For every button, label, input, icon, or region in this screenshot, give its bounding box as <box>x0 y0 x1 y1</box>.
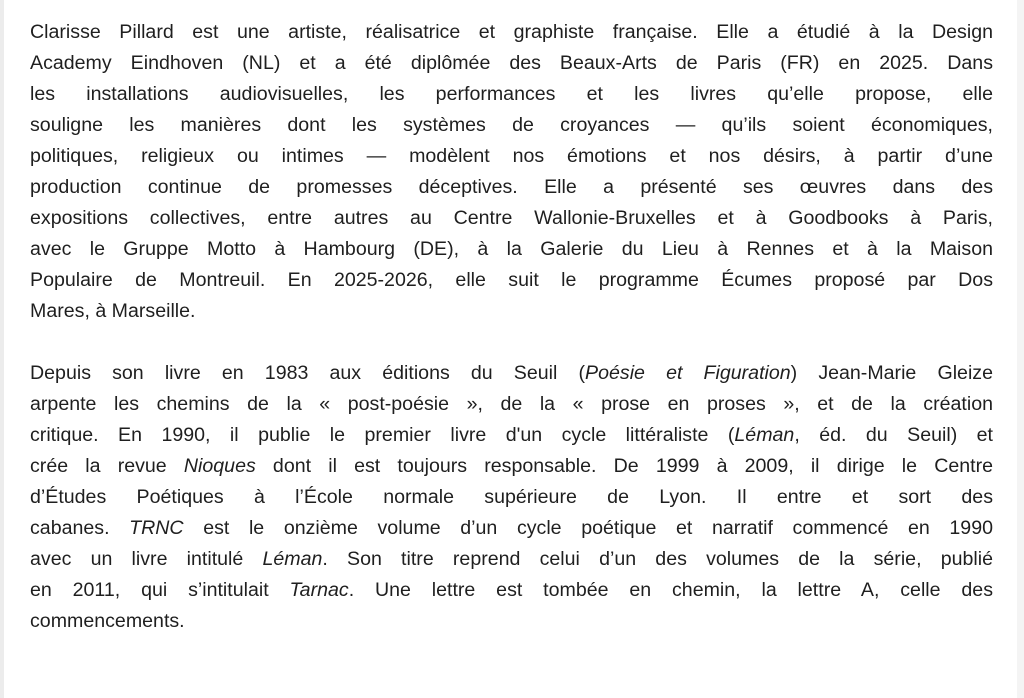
text-segment: cabanes. <box>30 517 130 539</box>
text-segment: d’Études Poétiques à l’École normale supérieure de Lyon. Il entre et sort des <box>30 486 993 508</box>
text-line <box>30 110 993 141</box>
text-line <box>30 265 993 296</box>
text-body <box>30 17 993 668</box>
italic-title: Tarnac <box>289 579 349 601</box>
text-line <box>30 203 993 234</box>
text-line <box>30 296 993 327</box>
text-segment: critique. En 1990, il publie le premier livre d'un cycle littéraliste ( <box>30 424 735 446</box>
text-segment: Academy Eindhoven (NL) et a été diplômée des Beaux-Arts de Paris (FR) en 2025. Dans <box>30 52 993 74</box>
text-line <box>30 513 993 544</box>
text-segment: Populaire de Montreuil. En 2025-2026, elle suit le programme Écumes proposé par Dos <box>30 269 993 291</box>
paragraph-bio-jean-marie-gleize <box>30 358 993 637</box>
text-line <box>30 141 993 172</box>
text-line <box>30 575 993 606</box>
text-line <box>30 358 993 389</box>
text-segment: arpente les chemins de la « post-poésie », de la « prose en proses », et de la création <box>30 393 993 415</box>
text-segment: commencements. <box>30 610 185 632</box>
text-line <box>30 234 993 265</box>
text-segment: politiques, religieux ou intimes — modèlent nos émotions et nos désirs, à partir d’une <box>30 145 993 167</box>
scrollbar-track[interactable] <box>1017 0 1024 698</box>
italic-title: Poésie et Figuration <box>585 362 791 384</box>
text-segment: production continue de promesses déceptives. Elle a présenté ses œuvres dans des <box>30 176 993 198</box>
text-segment: souligne les manières dont les systèmes de croyances — qu’ils soient économiques, <box>30 114 993 136</box>
text-segment: . Son titre reprend celui d’un des volumes de la série, publié <box>322 548 993 570</box>
italic-title: Léman <box>262 548 323 570</box>
text-segment: les installations audiovisuelles, les performances et les livres qu’elle propose, elle <box>30 83 993 105</box>
text-line <box>30 606 993 637</box>
text-line <box>30 544 993 575</box>
text-segment: est le onzième volume d’un cycle poétique et narratif commencé en 1990 <box>183 517 994 539</box>
text-line <box>30 17 993 48</box>
text-segment: ) Jean-Marie Gleize <box>790 362 993 384</box>
text-segment: , éd. du Seuil) et <box>794 424 994 446</box>
text-line <box>30 420 993 451</box>
text-line <box>30 48 993 79</box>
paragraph-bio-clarisse-pillard <box>30 17 993 327</box>
left-border <box>0 0 4 698</box>
italic-title: TRNC <box>129 517 184 539</box>
text-segment: Mares, à Marseille. <box>30 300 196 322</box>
text-line <box>30 172 993 203</box>
text-segment: avec le Gruppe Motto à Hambourg (DE), à la Galerie du Lieu à Rennes et à la Maison <box>30 238 993 260</box>
text-segment: avec un livre intitulé <box>30 548 263 570</box>
text-line <box>30 482 993 513</box>
text-segment: dont il est toujours responsable. De 1999 à 2009, il dirige le Centre <box>255 455 994 477</box>
text-segment: Clarisse Pillard est une artiste, réalisatrice et graphiste française. Elle a étudié à la Design <box>30 21 993 43</box>
italic-title: Léman <box>734 424 795 446</box>
italic-title: Nioques <box>183 455 256 477</box>
text-segment: crée la revue <box>30 455 184 477</box>
text-line <box>30 451 993 482</box>
text-line <box>30 79 993 110</box>
text-line <box>30 389 993 420</box>
text-segment: expositions collectives, entre autres au Centre Wallonie-Bruxelles et à Goodbooks à Paris, <box>30 207 993 229</box>
text-segment: en 2011, qui s’intitulait <box>30 579 290 601</box>
text-segment: . Une lettre est tombée en chemin, la lettre A, celle des <box>348 579 993 601</box>
text-segment: Depuis son livre en 1983 aux éditions du Seuil ( <box>30 362 586 384</box>
